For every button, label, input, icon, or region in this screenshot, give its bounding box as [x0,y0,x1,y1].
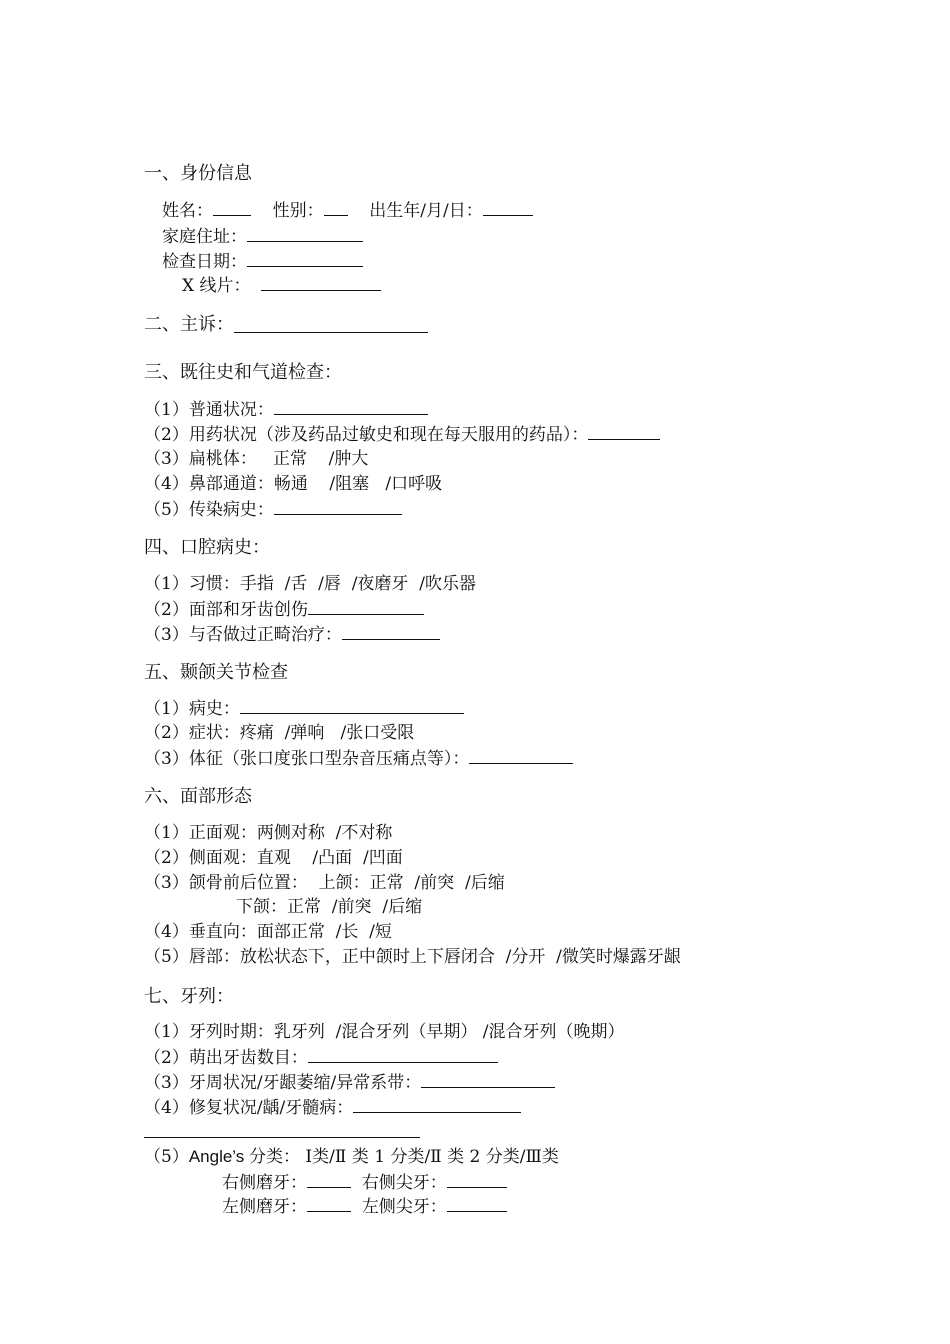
history-row-2 [144,423,660,446]
restoration-field[interactable] [353,1096,521,1113]
section-dentition-title: 七、牙列： [144,986,234,1007]
section-history-title: 三、既往史和气道检查： [144,362,342,383]
angle-prefix: （5） [144,1147,189,1167]
left-canine-field[interactable] [447,1195,507,1212]
restoration-label: （4）修复状况/龋/牙髓病： [144,1098,354,1118]
left-molar-field[interactable] [307,1195,351,1212]
continuation-line[interactable] [144,1137,420,1138]
erupted-teeth-field[interactable] [308,1046,498,1063]
general-condition-field[interactable] [274,398,428,415]
exam-date-field[interactable] [247,250,363,267]
ortho-label: （3）与否做过正畸治疗： [144,625,342,645]
tonsil-row: （3）扁桃体： 正常 /肿大 [144,449,369,469]
xray-row [182,274,381,297]
sex-label: 性别： [272,201,324,221]
section-identity-title: 一、身份信息 [144,163,252,184]
section-tmj-title: 五、颞颌关节检查 [144,662,288,683]
ortho-row [144,623,440,646]
habits-row: （1）习惯：手指 /舌 /唇 /夜磨牙 /吹乐器 [144,574,476,594]
trauma-row [144,598,424,621]
tmj-history-field[interactable] [240,697,464,714]
address-label: 家庭住址： [162,227,247,247]
right-molar-field[interactable] [307,1171,351,1188]
erupted-teeth-row [144,1046,498,1069]
xray-label: X 线片： [182,276,251,296]
tmj-sign-label: （3）体征（张口度张口型杂音压痛点等）： [144,749,470,769]
right-canine-label: 右侧尖牙： [361,1173,447,1193]
erupted-teeth-label: （2）萌出牙齿数目： [144,1048,308,1068]
jaw-position-row: （3）颌骨前后位置： 上颌：正常 /前突 /后缩 [144,873,505,893]
section-chief-complaint-title: 二、主诉： [144,314,234,335]
trauma-label: （2）面部和牙齿创伤 [144,600,308,620]
right-side-row [222,1171,507,1194]
left-side-row [222,1195,507,1218]
dob-field[interactable] [483,199,533,216]
frontal-view-row: （1）正面观：两侧对称 /不对称 [144,823,393,843]
section-oral-history-title: 四、口腔病史： [144,537,270,558]
tmj-history-label: （1）病史： [144,699,240,719]
left-molar-label: 左侧磨牙： [222,1197,307,1217]
periodontal-field[interactable] [421,1071,555,1088]
dentition-stage-row: （1）牙列时期：乳牙列 /混合牙列（早期） /混合牙列（晚期） [144,1022,625,1042]
history-row-5 [144,498,402,521]
exam-date-row [162,250,363,273]
history-row-1 [144,398,428,421]
sex-field[interactable] [324,199,348,216]
right-molar-label: 右侧磨牙： [222,1173,307,1193]
ortho-field[interactable] [342,623,440,640]
address-row [162,225,363,248]
trauma-field[interactable] [308,598,424,615]
infectious-history-field[interactable] [274,498,402,515]
name-field[interactable] [213,199,251,216]
periodontal-label: （3）牙周状况/牙龈萎缩/异常系带： [144,1073,422,1093]
periodontal-row [144,1071,555,1094]
medication-field[interactable] [588,423,660,440]
exam-date-label: 检查日期： [162,252,247,272]
vertical-row: （4）垂直向：面部正常 /长 /短 [144,922,392,942]
angle-class-row [144,1146,559,1168]
tmj-symptom-row: （2）症状：疼痛 /弹响 /张口受限 [144,723,415,743]
name-label: 姓名： [162,201,213,221]
profile-view-row: （2）侧面观：直观 /凸面 /凹面 [144,848,403,868]
section-face-title: 六、面部形态 [144,786,252,807]
general-condition-label: （1）普通状况： [144,400,274,420]
chief-complaint-row [144,314,428,336]
medication-label: （2）用药状况（涉及药品过敏史和现在每天服用的药品）： [144,425,589,445]
chief-complaint-field[interactable] [234,316,428,333]
tmj-sign-row [144,747,573,770]
right-canine-field[interactable] [447,1171,507,1188]
angle-options: Ⅰ类/Ⅱ 类 1 分类/Ⅱ 类 2 分类/Ⅲ类 [300,1147,559,1167]
identity-row [162,199,533,222]
xray-field[interactable] [261,274,381,291]
lips-row: （5）唇部：放松状态下，正中颌时上下唇闭合 /分开 /微笑时爆露牙龈 [144,947,681,967]
angle-label: Angle’s 分类： [188,1147,301,1166]
tmj-history-row [144,697,464,720]
dob-label: 出生年/月/日： [369,201,483,221]
address-field[interactable] [247,225,363,242]
mandible-row: 下颌：正常 /前突 /后缩 [236,897,423,917]
infectious-history-label: （5）传染病史： [144,500,274,520]
tmj-sign-field[interactable] [469,747,573,764]
restoration-row [144,1096,521,1119]
nasal-row: （4）鼻部通道：畅通 /阻塞 /口呼吸 [144,474,443,494]
left-canine-label: 左侧尖牙： [361,1197,447,1217]
